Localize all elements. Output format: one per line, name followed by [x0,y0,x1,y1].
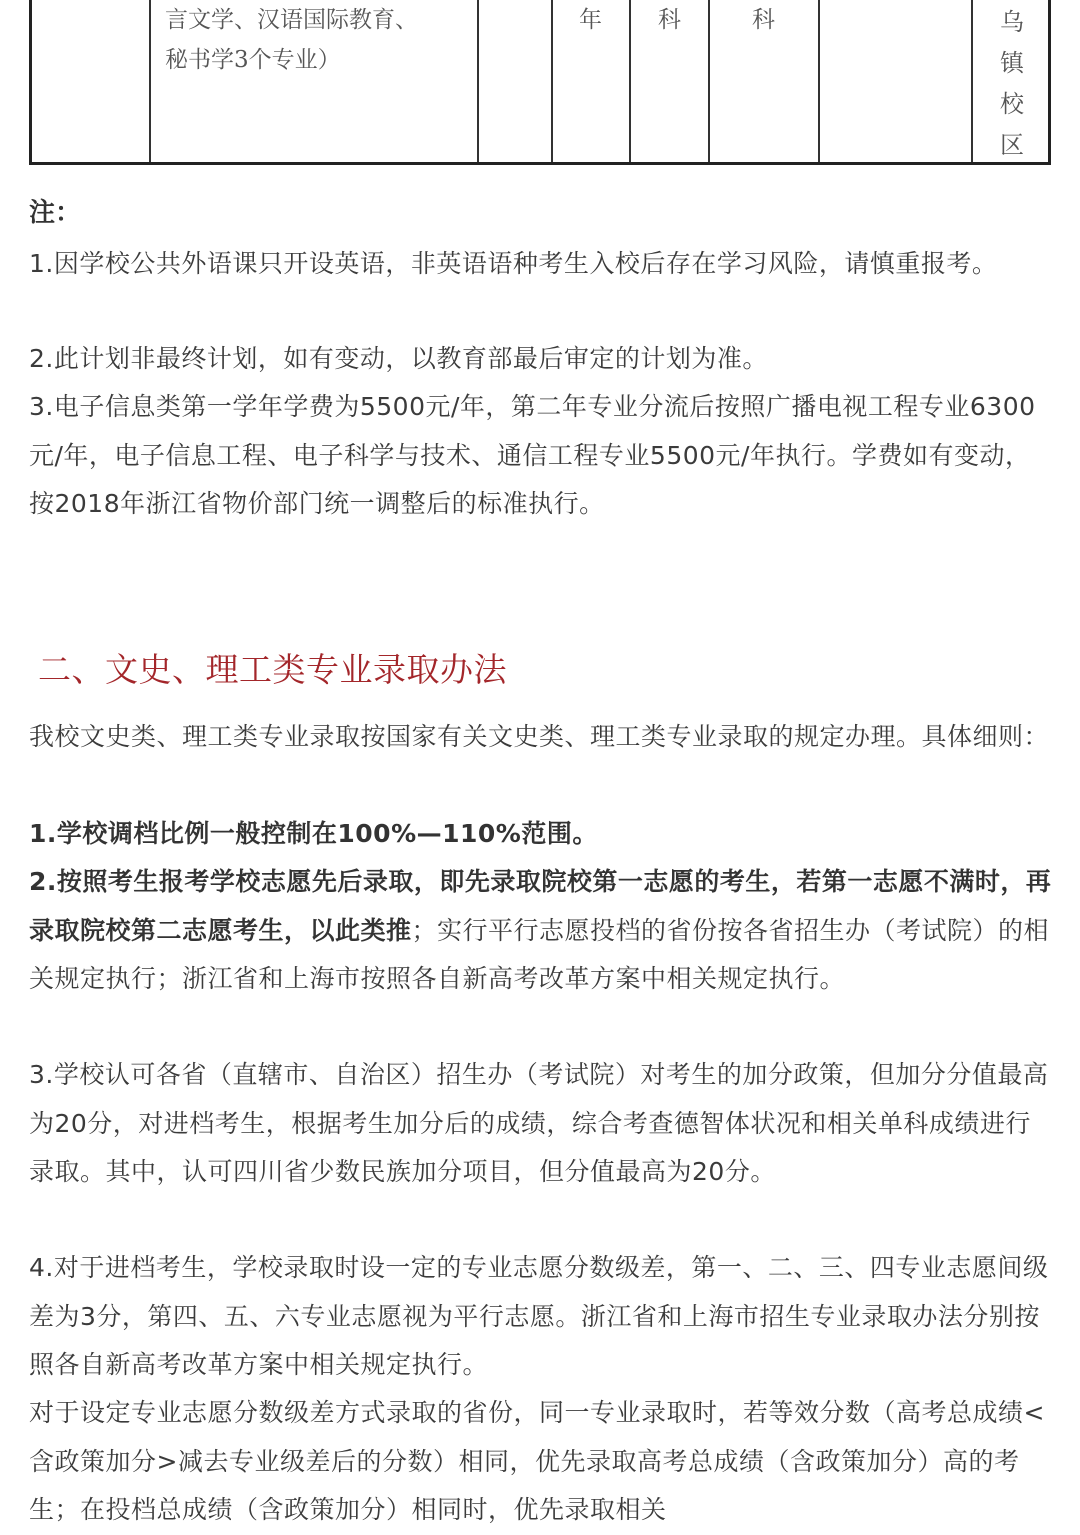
table-column-divider [971,0,973,162]
rule-1: 1.学校调档比例一般控制在100%—110%范围。 [29,819,598,848]
campus-char: 镇 [1000,49,1024,77]
rule-3: 3.学校认可各省（直辖市、自治区）招生办（考试院）对考生的加分政策，但加分分值最高为20分，对进档考生，根据考生加分后的成绩，综合考查德智体状况和相关单科成绩进行录取。其中，认可四川省少数民族加分项目，但分值最高为20分。 [29,1060,1049,1186]
campus-cell [995,2,1029,166]
rule-2-rest: ；实行平行志愿投档的省份按各省招生办（考试院）的相关规定执行；浙江省和上海市按照各自新高考改革方案中相关规定执行。 [29,915,1050,993]
rule-2 [29,858,1053,1004]
major-cell-line-2: 秘书学3个专业） [165,47,341,73]
major-cell-line-1: 言文学、汉语国际教育、 [165,7,418,33]
section-intro: 我校文史类、理工类专业录取按国家有关文史类、理工类专业录取的规定办理。具体细则： [29,722,1050,751]
duration-cell: 年 [579,7,602,33]
campus-char: 乌 [1000,8,1024,36]
section-title: 二、文史、理工类专业录取办法 [38,650,507,689]
note-item-3: 3.电子信息类第一学年学费为5500元/年，第二年专业分流后按照广播电视工程专业6300元/年，电子信息工程、电子科学与技术、通信工程专业5500元/年执行。学费如有变动，按2018年浙江省物价部门统一调整后的标准执行。 [29,392,1036,518]
admission-plan-table-fragment [29,0,1051,165]
rule-2-bold-part: 2.按照考生报考学校志愿先后录取，即先录取院校第一志愿的考生，若第一志愿不满时，再录取院校第二志愿考生，以此类推 [29,867,1052,945]
notes-heading: 注： [29,198,82,228]
note-item-1: 1.因学校公共外语课只开设英语，非英语语种考生入校后存在学习风险，请慎重报考。 [29,249,998,278]
table-column-divider [818,0,820,162]
level-cell-1: 科 [658,7,681,33]
table-column-divider [629,0,631,162]
rule-4: 4.对于进档考生，学校录取时设一定的专业志愿分数级差，第一、二、三、四专业志愿间级差为3分，第四、五、六专业志愿视为平行志愿。浙江省和上海市招生专业录取办法分别按照各自新高考改革方案中相关规定执行。 [29,1253,1049,1379]
note-item-2: 2.此计划非最终计划，如有变动，以教育部最后审定的计划为准。 [29,344,768,373]
campus-char: 校 [1000,90,1024,118]
rule-4-continuation: 对于设定专业志愿分数级差方式录取的省份，同一专业录取时，若等效分数（高考总成绩<含政策加分>减去专业级差后的分数）相同，优先录取高考总成绩（含政策加分）高的考生；在投档总成绩（含政策加分）相同时，优先录取相关 [29,1398,1045,1524]
table-column-divider [149,0,151,162]
table-column-divider [708,0,710,162]
campus-char: 区 [1000,131,1024,159]
table-column-divider [477,0,479,162]
level-cell-2: 科 [752,7,775,33]
table-column-divider [551,0,553,162]
